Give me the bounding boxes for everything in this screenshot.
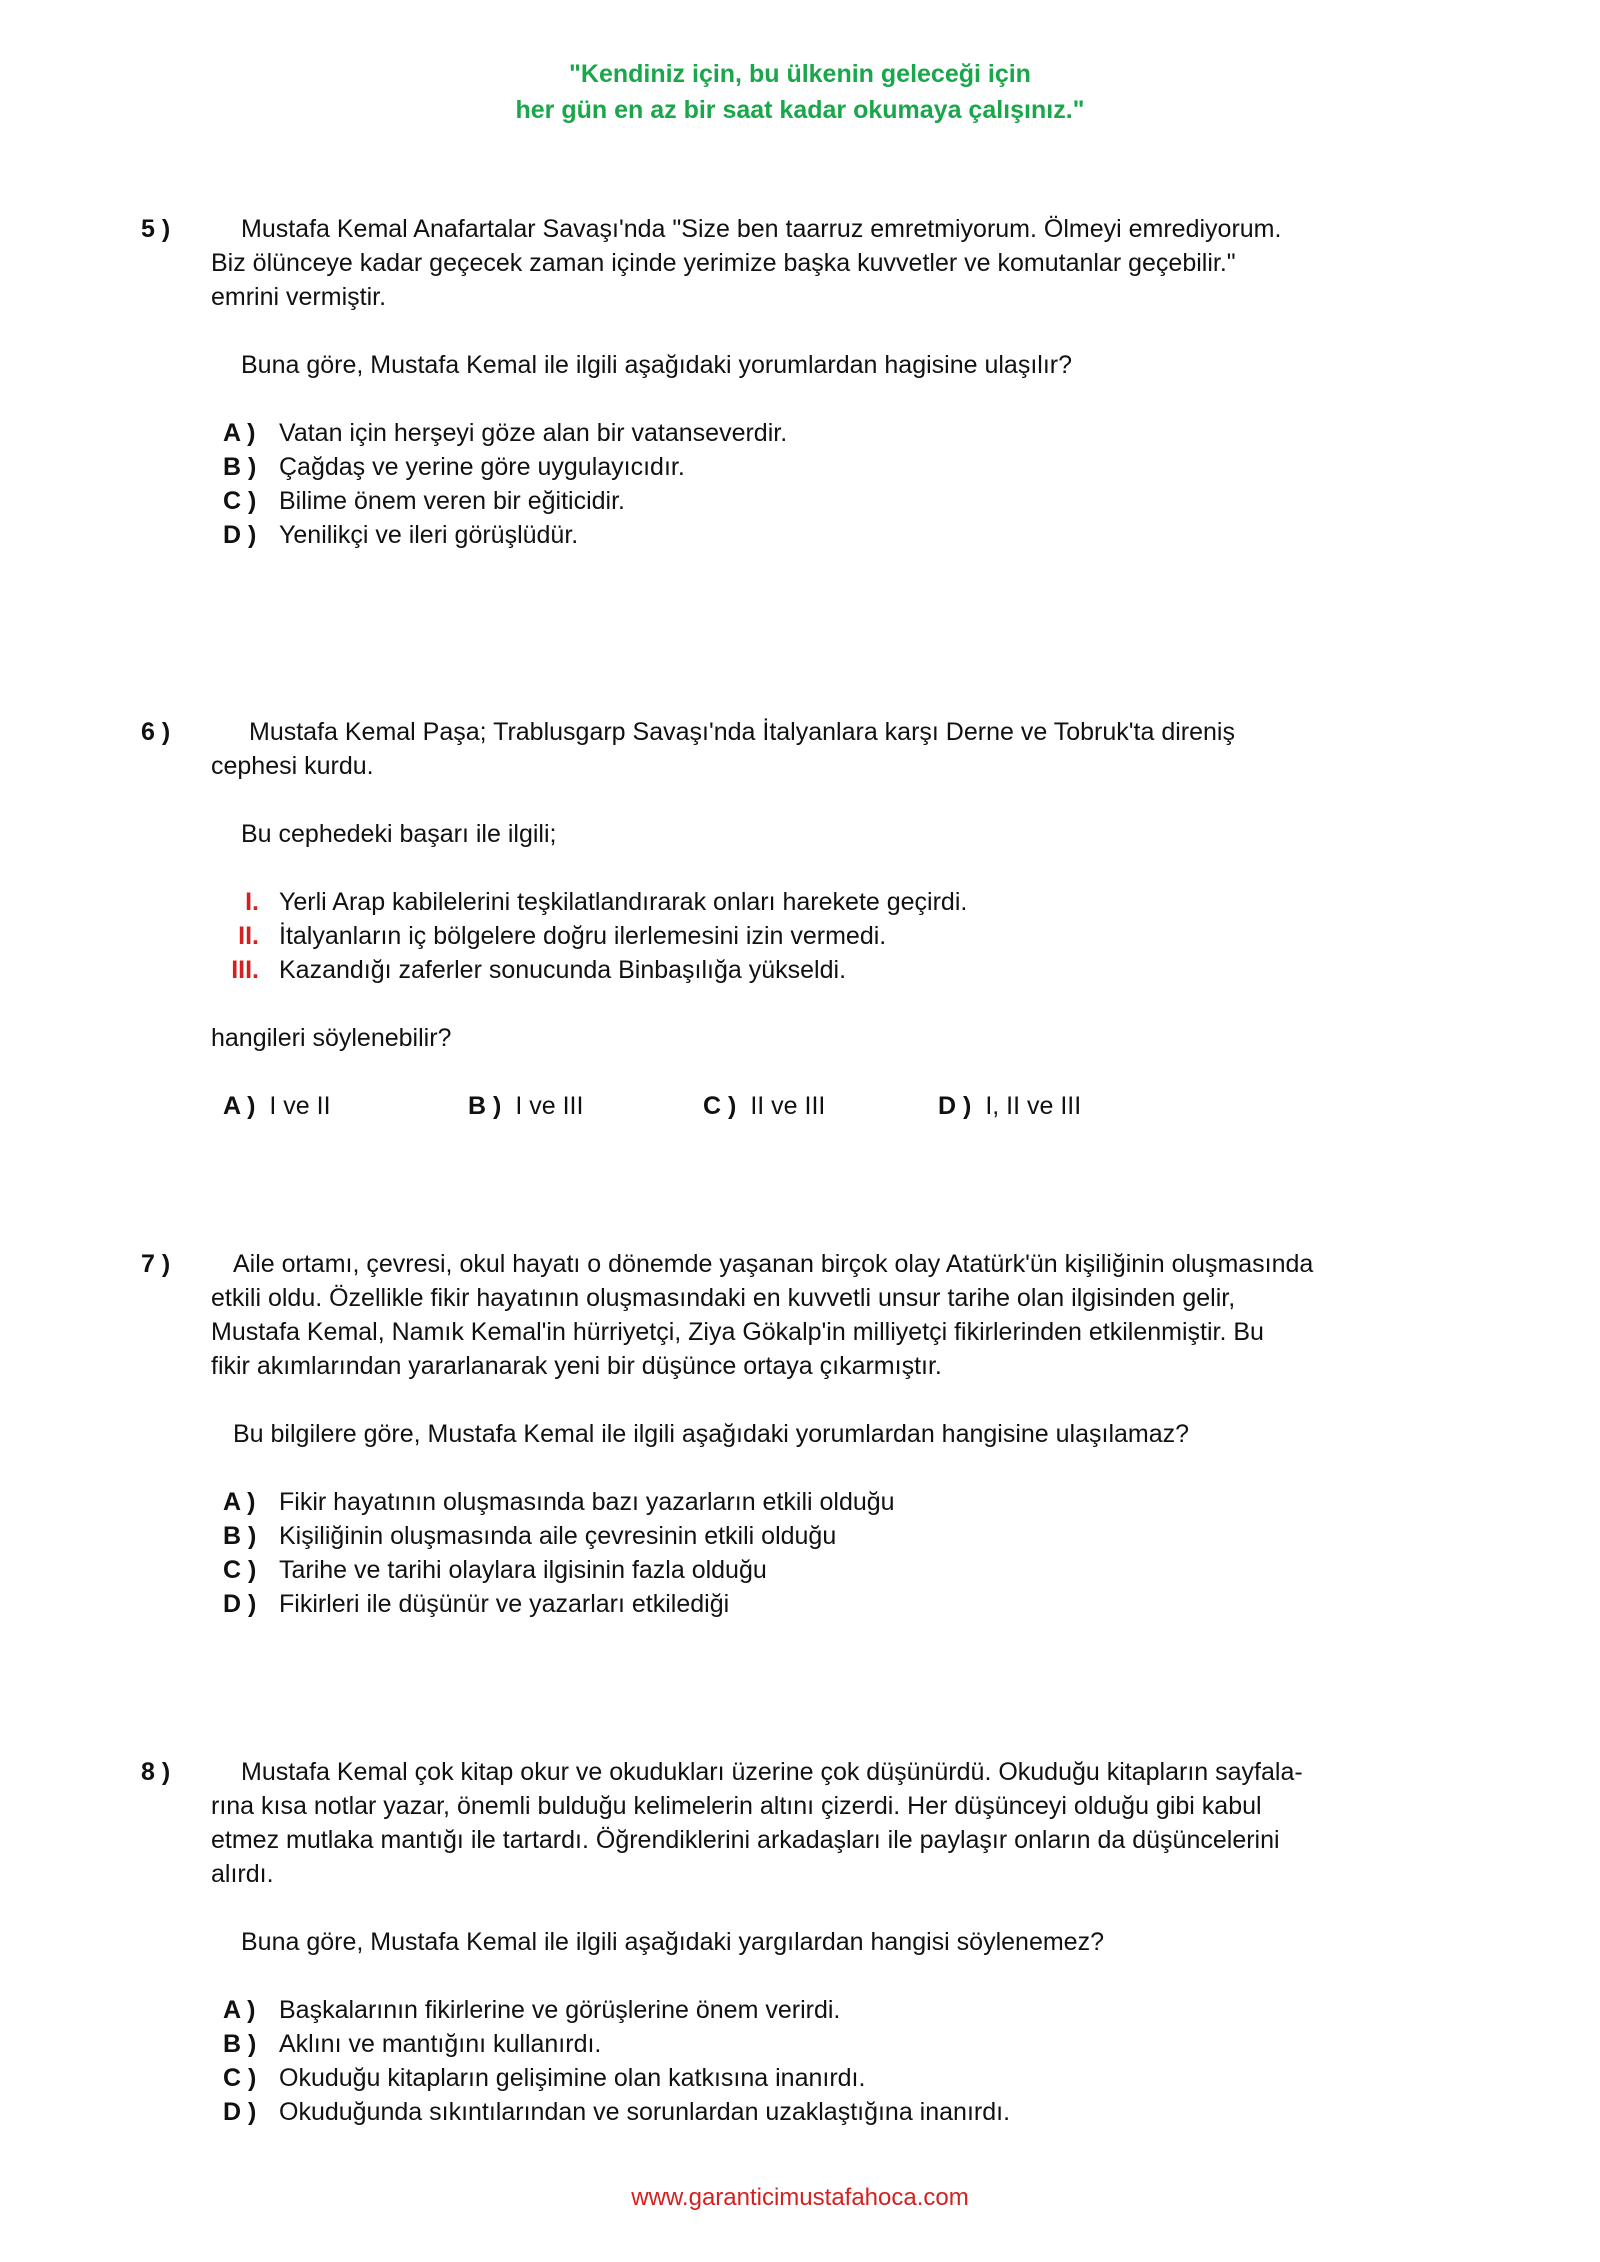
choice-letter: A )	[223, 1996, 256, 2024]
choice-text: Okuduğu kitapların gelişimine olan katkısına inanırdı.	[279, 2064, 866, 2092]
question-text-line: Mustafa Kemal çok kitap okur ve okudukları üzerine çok düşünürdü. Okuduğu kitapların sayfala-	[241, 1758, 1303, 1786]
choice-b[interactable]	[223, 2027, 1421, 2061]
choice-letter: A )	[223, 419, 256, 447]
roman-item	[223, 885, 1421, 919]
choice-c[interactable]	[223, 1553, 1421, 1587]
header-line-1: "Kendiniz için, bu ülkenin geleceği için	[569, 60, 1031, 88]
choice-text: I ve II	[269, 1092, 331, 1120]
choice-letter: C )	[223, 2064, 257, 2092]
page-header-quote	[0, 56, 1600, 128]
answer-choices	[211, 1993, 1421, 2129]
question-text-line: rına kısa notlar yazar, önemli bulduğu kelimelerin altını çizerdi. Her düşünceyi olduğu gibi kabul	[211, 1792, 1262, 1820]
choice-text: Başkalarının fikirlerine ve görüşlerine önem verirdi.	[279, 1996, 841, 2024]
question-text-line: emrini vermiştir.	[211, 283, 387, 311]
choice-text: I ve III	[515, 1092, 584, 1120]
choice-c[interactable]	[703, 1089, 938, 1123]
question-number: 5 )	[141, 215, 171, 243]
question-intro: Bu cephedeki başarı ile ilgili;	[241, 820, 557, 848]
choice-d[interactable]	[223, 1587, 1421, 1621]
choice-text: Fikirleri ile düşünür ve yazarları etkilediği	[279, 1590, 730, 1618]
choice-text: Kişiliğinin oluşmasında aile çevresinin etkili olduğu	[279, 1522, 837, 1550]
question-text-line: fikir akımlarından yararlanarak yeni bir düşünce ortaya çıkarmıştır.	[211, 1352, 942, 1380]
choice-letter: D )	[223, 2098, 257, 2126]
choice-text: II ve III	[750, 1092, 826, 1120]
choice-b[interactable]	[223, 450, 1421, 484]
choice-d[interactable]	[223, 2095, 1421, 2129]
answer-choices	[211, 1485, 1421, 1621]
choice-letter: B )	[223, 453, 257, 481]
choice-c[interactable]	[223, 484, 1421, 518]
choice-letter: C )	[223, 1556, 257, 1584]
question-8	[141, 1755, 1421, 2129]
choice-text: Yenilikçi ve ileri görüşlüdür.	[279, 521, 579, 549]
question-stem: Bu bilgilere göre, Mustafa Kemal ile ilgili aşağıdaki yorumlardan hangisine ulaşılamaz?	[233, 1420, 1190, 1448]
question-text-line: etkili oldu. Özellikle fikir hayatının oluşmasındaki en kuvvetli unsur tarihe olan ilgisinden gelir,	[211, 1284, 1236, 1312]
choice-letter: A )	[223, 1092, 256, 1120]
choice-letter: D )	[223, 1590, 257, 1618]
answer-choices	[211, 1089, 1421, 1123]
footer-website-link[interactable]: www.garanticimustafahoca.com	[631, 2184, 969, 2211]
answer-choices	[211, 416, 1421, 552]
choice-a[interactable]	[223, 1993, 1421, 2027]
choice-letter: D )	[223, 521, 257, 549]
roman-numeral: III.	[231, 956, 259, 984]
choice-text: Fikir hayatının oluşmasında bazı yazarların etkili olduğu	[279, 1488, 895, 1516]
roman-item-text: İtalyanların iç bölgelere doğru ilerlemesini izin vermedi.	[279, 922, 887, 950]
roman-numeral: II.	[238, 922, 259, 950]
question-text-line: Mustafa Kemal Paşa; Trablusgarp Savaşı'nda İtalyanlara karşı Derne ve Tobruk'ta direniş	[249, 718, 1235, 746]
question-text-line: alırdı.	[211, 1860, 274, 1888]
question-text-line: Aile ortamı, çevresi, okul hayatı o dönemde yaşanan birçok olay Atatürk'ün kişiliğinin oluşmasında	[233, 1250, 1314, 1278]
roman-items	[211, 885, 1421, 987]
question-number: 8 )	[141, 1758, 171, 1786]
choice-b[interactable]	[468, 1089, 703, 1123]
question-7	[141, 1247, 1421, 1621]
choice-text: Aklını ve mantığını kullanırdı.	[279, 2030, 602, 2058]
roman-item	[223, 919, 1421, 953]
choice-a[interactable]	[223, 416, 1421, 450]
question-stem: hangileri söylenebilir?	[211, 1024, 452, 1052]
choice-letter: C )	[703, 1092, 737, 1120]
question-text-line: cephesi kurdu.	[211, 752, 374, 780]
choice-text: Okuduğunda sıkıntılarından ve sorunlardan uzaklaştığına inanırdı.	[279, 2098, 1011, 2126]
choice-text: Vatan için herşeyi göze alan bir vatanseverdir.	[279, 419, 788, 447]
question-text-line: etmez mutlaka mantığı ile tartardı. Öğrendiklerini arkadaşları ile paylaşır onların da düşüncelerini	[211, 1826, 1280, 1854]
roman-item	[223, 953, 1421, 987]
question-stem: Buna göre, Mustafa Kemal ile ilgili aşağıdaki yargılardan hangisi söylenemez?	[241, 1928, 1104, 1956]
choice-letter: C )	[223, 487, 257, 515]
header-line-2: her gün en az bir saat kadar okumaya çalışınız."	[515, 96, 1085, 124]
question-5	[141, 212, 1421, 552]
question-text-line: Mustafa Kemal, Namık Kemal'in hürriyetçi, Ziya Gökalp'in milliyetçi fikirlerinden etkilenmiştir. Bu	[211, 1318, 1264, 1346]
choice-d[interactable]	[938, 1089, 1081, 1123]
choice-text: Çağdaş ve yerine göre uygulayıcıdır.	[279, 453, 685, 481]
question-6	[141, 715, 1421, 1123]
choice-b[interactable]	[223, 1519, 1421, 1553]
choice-letter: B )	[223, 2030, 257, 2058]
choice-a[interactable]	[223, 1089, 468, 1123]
choice-text: Bilime önem veren bir eğiticidir.	[279, 487, 625, 515]
choice-letter: A )	[223, 1488, 256, 1516]
choice-a[interactable]	[223, 1485, 1421, 1519]
question-text-line: Biz ölünceye kadar geçecek zaman içinde yerimize başka kuvvetler ve komutanlar geçebilir."	[211, 249, 1236, 277]
question-text-line: Mustafa Kemal Anafartalar Savaşı'nda "Size ben taarruz emretmiyorum. Ölmeyi emrediyorum.	[241, 215, 1282, 243]
question-stem: Buna göre, Mustafa Kemal ile ilgili aşağıdaki yorumlardan hagisine ulaşılır?	[241, 351, 1072, 379]
choice-letter: B )	[468, 1092, 502, 1120]
question-number: 7 )	[141, 1250, 171, 1278]
roman-item-text: Kazandığı zaferler sonucunda Binbaşılığa yükseldi.	[279, 956, 847, 984]
choice-c[interactable]	[223, 2061, 1421, 2095]
roman-item-text: Yerli Arap kabilelerini teşkilatlandırarak onları harekete geçirdi.	[279, 888, 968, 916]
choice-letter: D )	[938, 1092, 972, 1120]
choice-d[interactable]	[223, 518, 1421, 552]
roman-numeral: I.	[245, 888, 259, 916]
choice-letter: B )	[223, 1522, 257, 1550]
choice-text: Tarihe ve tarihi olaylara ilgisinin fazla olduğu	[279, 1556, 767, 1584]
choice-text: I, II ve III	[985, 1092, 1082, 1120]
question-number: 6 )	[141, 718, 171, 746]
